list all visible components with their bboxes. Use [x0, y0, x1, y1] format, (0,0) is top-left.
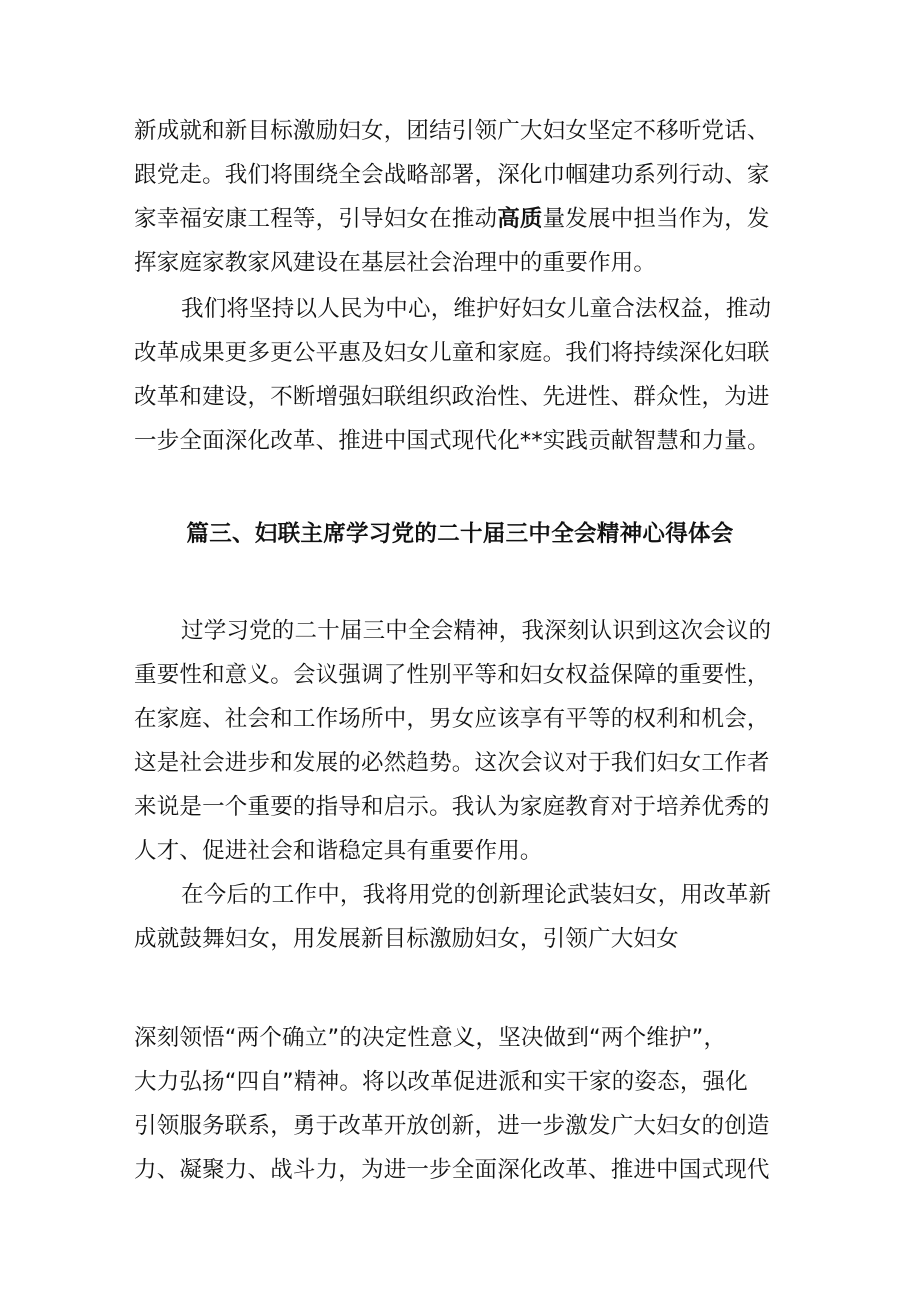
paragraph-3-line-5: 来说是一个重要的指导和启示。我认为家庭教育对于培养优秀的: [134, 794, 770, 820]
paragraph-1-line-3-end: 量发展中担当作为，发: [542, 206, 770, 232]
paragraph-1-line-3: [134, 199, 814, 239]
paragraph-3-line-2: 重要性和意义。会议强调了性别平等和妇女权益保障的重要性，: [134, 662, 770, 688]
paragraph-1-line-1: 新成就和新目标激励妇女，团结引领广大妇女坚定不移听党话、: [134, 118, 770, 144]
paragraph-1-line-4: 挥家庭家教家风建设在基层社会治理中的重要作用。: [134, 250, 657, 276]
paragraph-5-line-2: 大力弘扬“四自”精神。将以改革促进派和实干家的姿态，强化: [134, 1069, 748, 1095]
paragraph-2-line-3: 改革和建设，不断增强妇联组织政治性、先进性、群众性，为进: [134, 384, 770, 410]
paragraph-2-line-2: 改革成果更多更公平惠及妇女儿童和家庭。我们将持续深化妇联: [134, 340, 770, 366]
paragraph-4-line-1: 在今后的工作中，我将用党的创新理论武装妇女，用改革新: [181, 882, 772, 908]
paragraph-2-line-1: 我们将坚持以人民为中心，维护好妇女儿童合法权益，推动: [181, 296, 772, 322]
paragraph-1-bold-text: 高质: [497, 206, 543, 232]
paragraph-5-line-4: 力、凝聚力、战斗力，为进一步全面深化改革、推进中国式现代: [134, 1157, 770, 1183]
paragraph-5-line-3: 引领服务联系，勇于改革开放创新，进一步激发广大妇女的创造: [134, 1113, 770, 1139]
paragraph-5-line-1: 深刻领悟“两个确立”的决定性意义，坚决做到“两个维护”，: [134, 1025, 727, 1051]
paragraph-3-line-4: 这是社会进步和发展的必然趋势。这次会议对于我们妇女工作者: [134, 750, 770, 776]
paragraph-3-line-3: 在家庭、社会和工作场所中，男女应该享有平等的权利和机会，: [134, 706, 770, 732]
paragraph-1-line-2: 跟党走。我们将围绕全会战略部署，深化巾帼建功系列行动、家: [134, 162, 770, 188]
paragraph-3-line-6: 人才、促进社会和谐稳定具有重要作用。: [134, 838, 543, 864]
paragraph-4-line-2: 成就鼓舞妇女，用发展新目标激励妇女，引领广大妇女: [134, 926, 679, 952]
paragraph-2-line-4: 一步全面深化改革、推进中国式现代化**实践贡献智慧和力量。: [134, 428, 770, 454]
paragraph-1-line-3-start: 家幸福安康工程等，引导妇女在推动: [134, 206, 498, 232]
paragraph-3-line-1: 过学习党的二十届三中全会精神，我深刻认识到这次会议的: [181, 618, 772, 644]
section-heading: 篇三、妇联主席学习党的二十届三中全会精神心得体会: [186, 521, 734, 547]
